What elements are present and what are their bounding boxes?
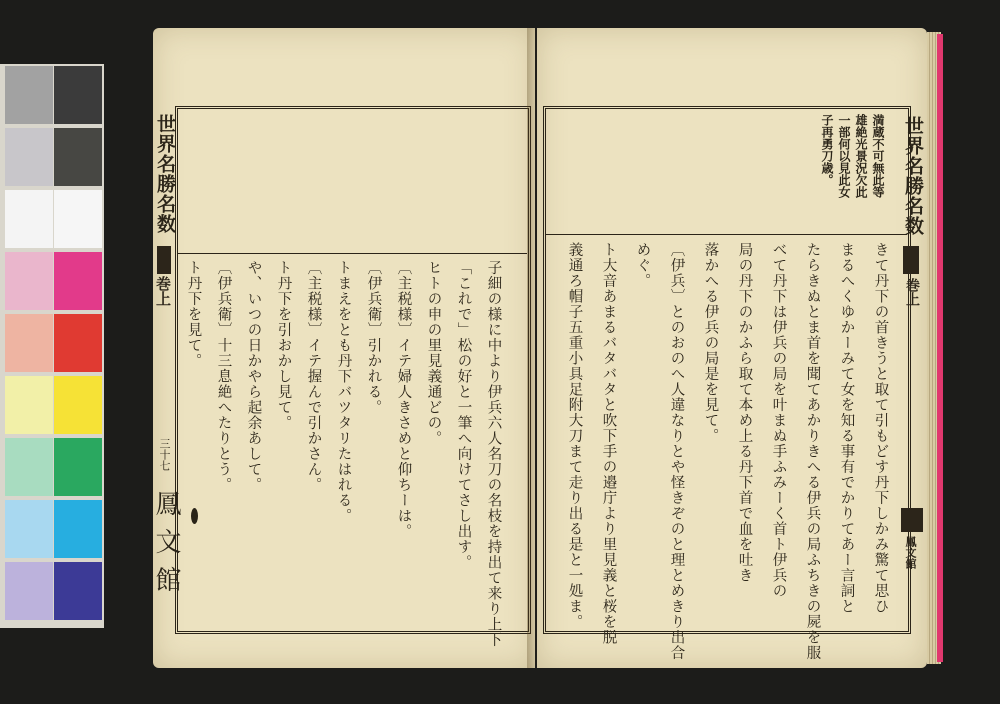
- color-swatch: [54, 376, 102, 434]
- edge-accent-strip: [937, 34, 943, 662]
- annotation-column: 雄絶光景況欠此: [854, 114, 868, 198]
- open-book: [145, 22, 945, 672]
- text-column: 〔主税様〕イテ握んで引かさん。: [305, 260, 322, 493]
- text-column: まるへくゆかーみて女を知る事有でかりてあー言詞と: [838, 242, 855, 614]
- text-column: 子細の様に中より伊兵六人名刀の名枝を持出て来り上下: [485, 260, 502, 648]
- color-swatch: [5, 66, 53, 124]
- text-column: や、いつの日かやら起余あして。: [245, 260, 262, 493]
- color-swatch: [5, 562, 53, 620]
- text-column: きて丹下の首きうと取て引もどす丹下しかみ驚て思ひ: [872, 242, 889, 614]
- right-edge-band: [901, 508, 923, 532]
- text-column: ヒトの申の里見義通どの。: [425, 260, 442, 446]
- left-page: [153, 28, 535, 668]
- color-swatch: [5, 500, 53, 558]
- color-swatch: [54, 128, 102, 186]
- left-running-title: 世界名勝名数: [154, 114, 176, 234]
- text-column: 局の丹下のかふら取て本め上る丹下首で血を吐き: [736, 242, 753, 583]
- color-swatch: [54, 562, 102, 620]
- text-column: 〔伊兵衛〕十三息絶へたりとう。: [215, 260, 232, 493]
- color-swatch: [54, 190, 102, 248]
- annotation-column: 一部何以見此女: [837, 114, 851, 198]
- color-calibration-card: [0, 64, 104, 628]
- color-swatch: [5, 128, 53, 186]
- annotation-column: 満蔵不可無此等: [871, 114, 885, 198]
- text-column: ト丹下を引おかし見て。: [275, 260, 292, 431]
- right-edge-label: 鳳文館: [904, 536, 917, 569]
- left-header-rule: [177, 253, 527, 254]
- color-swatch: [5, 376, 53, 434]
- text-column: 「これで」松の好と一筆へ向けてさし出す。: [455, 260, 472, 570]
- text-column: ト大音あまるバタバタと吹下手の邉庁より里見義と桜を脱: [600, 242, 617, 645]
- right-running-title: 世界名勝名数: [902, 116, 924, 236]
- color-swatch: [5, 314, 53, 372]
- left-volume-label: 巻上: [154, 276, 172, 306]
- right-volume-band: [903, 246, 919, 274]
- color-swatch: [54, 66, 102, 124]
- right-page: [537, 28, 927, 668]
- left-volume-band: [157, 246, 171, 274]
- text-column: ト丹下を見て。: [185, 260, 202, 369]
- color-swatch: [5, 252, 53, 310]
- text-column: 〔主税様〕イテ婦人きさめと仰ちーは。: [395, 260, 412, 539]
- color-swatch: [54, 314, 102, 372]
- color-swatch: [54, 500, 102, 558]
- color-swatch: [5, 190, 53, 248]
- left-page-number: 三十七: [158, 438, 171, 471]
- text-column: トまえをとも丹下バツタリたはれる。: [335, 260, 352, 524]
- left-publisher-mark: 鳳文館: [151, 490, 181, 604]
- text-column: たらきぬとま首を聞てあかりきへる伊兵の局ふちきの屍を服: [804, 242, 821, 661]
- text-column: 義通ろ帽子五重小具足附大刀まて走り出る是と一処ま。: [566, 242, 583, 630]
- text-column: 〔伊兵〕とのおのへ人違なりとや怪きぞのと理とめきり出合: [668, 242, 685, 661]
- text-column: 〔伊兵衛〕引かれる。: [365, 260, 382, 415]
- annotation-column: 子再勇刀歳。: [820, 114, 834, 186]
- right-volume-label: 巻上: [904, 278, 920, 306]
- color-swatch: [54, 438, 102, 496]
- text-column: 落かへる伊兵の局是を見て。: [702, 242, 719, 444]
- right-header-rule: [545, 234, 907, 235]
- text-column: べて丹下は伊兵の局を叶まぬ手ふみーく首ト伊兵の: [770, 242, 787, 599]
- color-swatch: [54, 252, 102, 310]
- color-swatch: [5, 438, 53, 496]
- text-column: めぐ。: [634, 242, 651, 289]
